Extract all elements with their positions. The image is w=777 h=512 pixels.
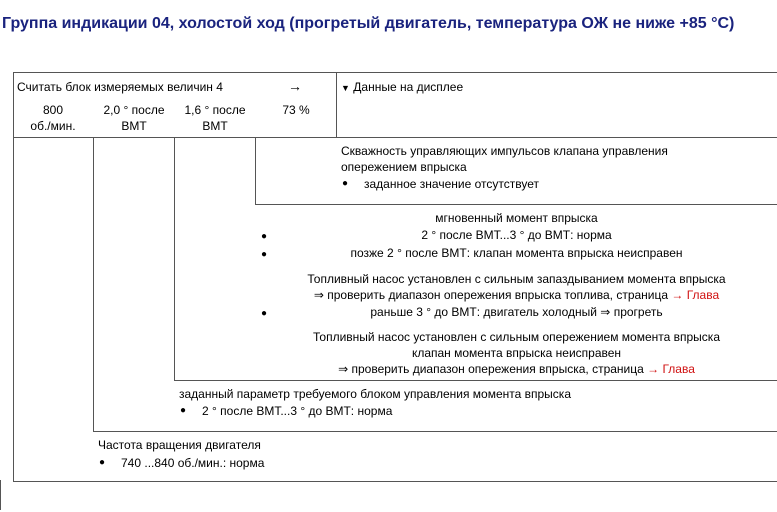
arrow-right-icon: → (288, 78, 302, 94)
page-title: Группа индикации 04, холостой ход (прогретый двигатель, температура ОЖ не ниже +85 °C) (2, 15, 735, 32)
read-block-label: Считать блок измеряемых величин 4 (17, 80, 223, 94)
instant-bullet-2: позже 2 ° после ВМТ: клапан момента впрыска неисправен (350, 246, 683, 260)
field-2-line1: 2,0 ° после (103, 103, 165, 117)
early-note-2: клапан момента впрыска неисправен (411, 346, 622, 360)
duty-line2: опережением впрыска (341, 160, 467, 174)
instant-heading: мгновенный момент впрыска (435, 211, 598, 225)
instant-bullet-3: раньше 3 ° до ВМТ: двигатель холодный ⇒ прогреть (370, 305, 663, 319)
late-note: Топливный насос установлен с сильным запаздыванием момента впрыска (307, 272, 726, 286)
field-1-line1: 800 (42, 103, 64, 117)
late-chapter-link[interactable]: → Глава (671, 288, 720, 302)
late-check-row (256, 287, 777, 303)
duty-bullet: заданное значение отсутствует (364, 177, 539, 191)
triangle-down-icon: ▼ (341, 83, 350, 93)
bullet-icon: ● (261, 231, 268, 242)
early-note-1: Топливный насос установлен с сильным опережением момента впрыска (313, 330, 720, 344)
bullet-icon: ● (342, 178, 349, 189)
display-data-text: Данные на дисплее (353, 80, 464, 94)
late-check-text: ⇒ проверить диапазон опережения впрыска топлива, страница (313, 288, 669, 302)
rpm-line: Частота вращения двигателя (98, 438, 261, 452)
early-check-text: ⇒ проверить диапазон опережения впрыска, страница (338, 362, 644, 376)
bullet-icon: ● (261, 308, 268, 319)
field-3-line2: ВМТ (202, 119, 228, 133)
display-data-label[interactable] (341, 79, 463, 96)
bracket-duty-vertical (255, 137, 256, 205)
bracket-setpoint-horizontal (174, 380, 777, 381)
field-3-line1: 1,6 ° после (184, 103, 246, 117)
field-1-line2: об./мин. (30, 119, 76, 133)
bracket-rpm-vertical (93, 137, 94, 432)
header-divider (13, 137, 777, 138)
setpoint-line: заданный параметр требуемого блоком управления момента впрыска (179, 387, 571, 401)
bullet-icon: ● (180, 405, 187, 416)
header-column-divider (336, 72, 337, 138)
early-chapter-link[interactable]: → Глава (647, 362, 695, 376)
bullet-icon: ● (99, 457, 106, 468)
duty-line1: Скважность управляющих импульсов клапана управления (341, 144, 668, 158)
field-2-line2: ВМТ (121, 119, 147, 133)
bracket-rpm-horizontal (93, 431, 777, 432)
setpoint-bullet: 2 ° после ВМТ...3 ° до ВМТ: норма (202, 404, 393, 418)
instant-bullet-1: 2 ° после ВМТ...3 ° до ВМТ: норма (421, 228, 612, 242)
field-4-line1: 73 % (282, 103, 310, 117)
page-left-border (0, 480, 1, 510)
bracket-setpoint-vertical (174, 137, 175, 381)
bullet-icon: ● (261, 249, 268, 260)
bracket-duty-horizontal (255, 204, 777, 205)
early-check-row (256, 361, 777, 377)
rpm-bullet: 740 ...840 об./мин.: норма (121, 456, 265, 470)
